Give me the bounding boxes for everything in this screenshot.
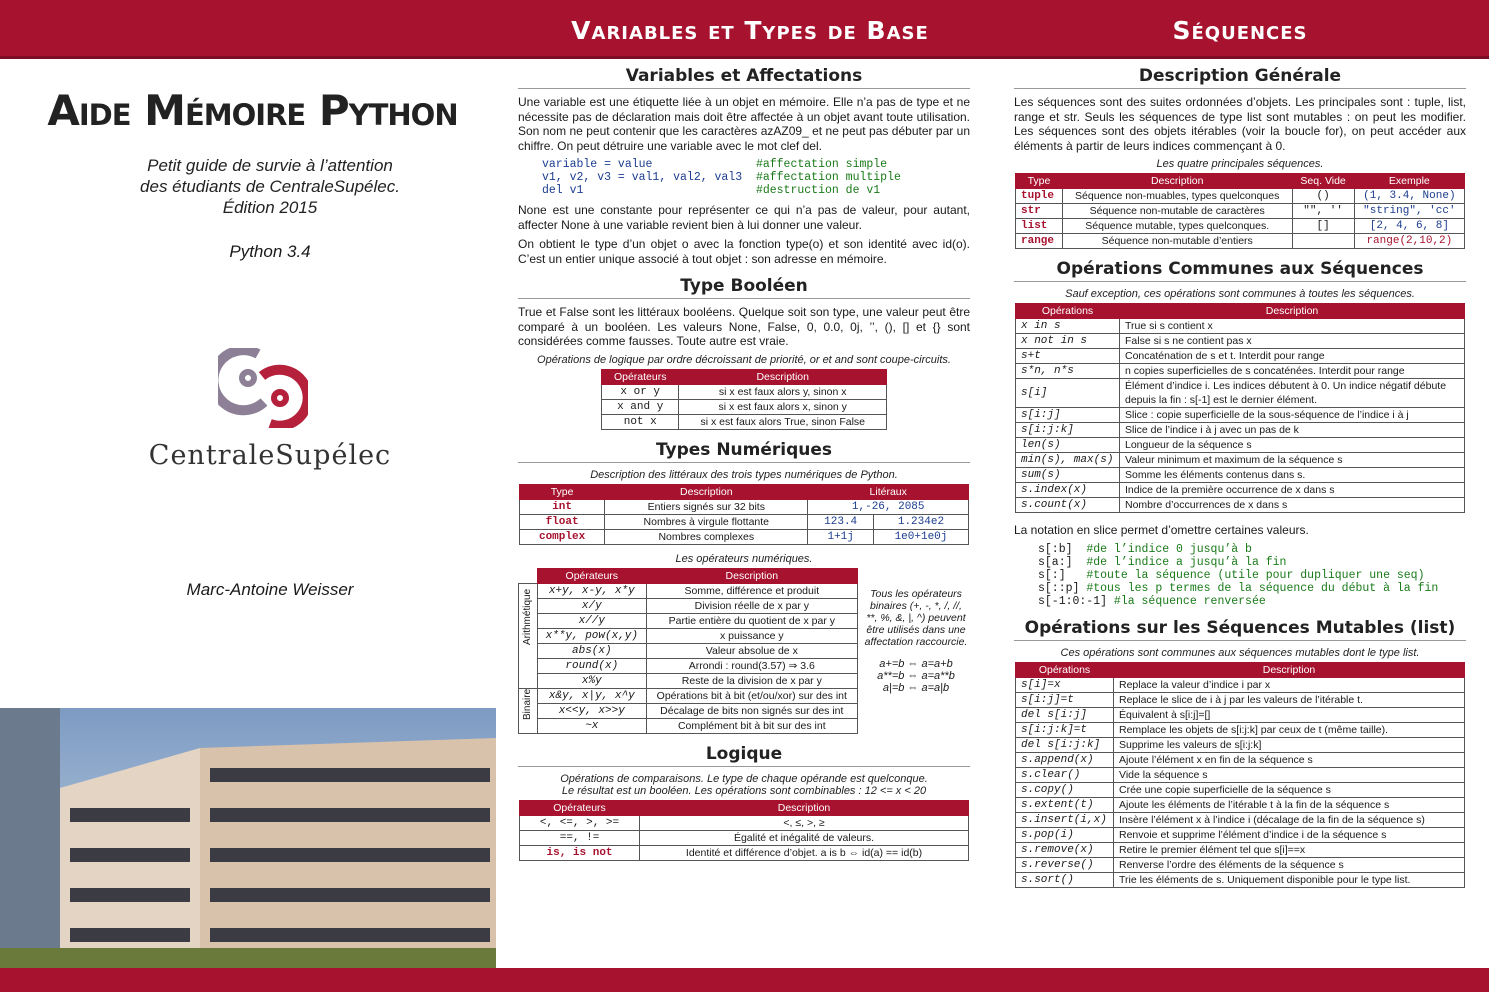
numeric-ops-table bbox=[518, 568, 858, 734]
mutable-ops-table bbox=[1015, 662, 1465, 888]
cell: x and y bbox=[602, 399, 679, 414]
cell: Remplace les objets de s[i:j:k] par ceux de t (même taille). bbox=[1114, 722, 1465, 737]
formula: a**=b ⇔ a=a**b bbox=[877, 669, 955, 682]
cell: Trie les éléments de s. Uniquement disponible pour le type list. bbox=[1114, 872, 1465, 887]
cell: Crée une copie superficielle de la séquence s bbox=[1114, 782, 1465, 797]
table-row bbox=[519, 703, 858, 718]
section-mutable bbox=[1014, 618, 1466, 888]
band-title-sequences: Séquences bbox=[1172, 16, 1308, 45]
table-row bbox=[1016, 812, 1465, 827]
table-row bbox=[1016, 204, 1465, 219]
cell: Séquence non-mutable de caractères bbox=[1062, 204, 1292, 219]
cell: s.clear() bbox=[1016, 767, 1114, 782]
cell: Séquence non-mutable d’entiers bbox=[1062, 234, 1292, 249]
table-row bbox=[519, 613, 858, 628]
cell: Partie entière du quotient de x par y bbox=[646, 613, 857, 628]
column-variables bbox=[518, 66, 970, 871]
section-title: Variables et Affectations bbox=[518, 66, 970, 89]
table-row bbox=[1016, 219, 1465, 234]
cell: Indice de la première occurrence de x dans s bbox=[1120, 483, 1465, 498]
cell: Supprime les valeurs de s[i:j:k] bbox=[1114, 737, 1465, 752]
caption: Description des littéraux des trois types numériques de Python. bbox=[590, 468, 898, 481]
code-comment: #affectation simple bbox=[755, 158, 888, 171]
cell: not x bbox=[602, 414, 679, 429]
code-line: s[-1:0:-1] bbox=[1038, 594, 1108, 608]
col-header: Description bbox=[1114, 662, 1465, 677]
paragraph: On obtient le type d’un objet o avec la fonction type(o) et son identité avec id(o). C’est un entier unique associé à tout objet : son adresse en mémoire. bbox=[518, 237, 970, 266]
group-label: Binaire bbox=[522, 688, 533, 720]
cell: del s[i:j] bbox=[1016, 707, 1114, 722]
table-row bbox=[519, 688, 858, 703]
caption: Ces opérations sont communes aux séquences mutables dont le type list. bbox=[1060, 646, 1420, 659]
cell: Équivalent à s[i:j]=[] bbox=[1114, 707, 1465, 722]
author: Marc-Antoine Weisser bbox=[186, 580, 354, 599]
cell: abs(x) bbox=[538, 643, 647, 658]
col-header: Opérations bbox=[1016, 304, 1120, 319]
code-line: v1, v2, v3 = val1, val2, val3 bbox=[542, 171, 743, 184]
cell: Concaténation de s et t. Interdit pour range bbox=[1120, 349, 1465, 364]
caption: Le résultat est un booléen. Les opérations sont combinables : 12 <= x < 20 bbox=[561, 784, 927, 797]
section-logic bbox=[518, 744, 970, 861]
cell: Reste de la division de x par y bbox=[646, 673, 857, 688]
table-row bbox=[520, 815, 969, 830]
cell: s[i:j]=t bbox=[1016, 692, 1114, 707]
cell: Identité et différence d’objet. a is b ⇔ id(a) == id(b) bbox=[640, 845, 969, 860]
cell: Complément bit à bit sur des int bbox=[646, 718, 857, 733]
cell: 123.4 bbox=[808, 514, 874, 529]
python-version: Python 3.4 bbox=[229, 242, 311, 261]
cell: float bbox=[520, 514, 605, 529]
cell: Division réelle de x par y bbox=[646, 598, 857, 613]
code-comment: #toute la séquence (utile pour dupliquer une seq) bbox=[1086, 568, 1425, 582]
cell: x in s bbox=[1016, 319, 1120, 334]
paragraph: La notation en slice permet d’omettre certaines valeurs. bbox=[1014, 523, 1309, 537]
table-row bbox=[1016, 483, 1465, 498]
cell: range bbox=[1016, 234, 1063, 249]
table-row bbox=[1016, 872, 1465, 887]
cell: si x est faux alors y, sinon x bbox=[679, 384, 887, 399]
cell: x not in s bbox=[1016, 334, 1120, 349]
col-header: Type bbox=[520, 484, 605, 499]
section-title: Type Booléen bbox=[518, 276, 970, 299]
cell: Slice : copie superficielle de la sous-séquence de l’indice i à j bbox=[1120, 408, 1465, 423]
col-header: Exemple bbox=[1354, 174, 1464, 189]
code-line: s[:b] bbox=[1038, 542, 1073, 556]
table-row bbox=[1016, 438, 1465, 453]
table-row bbox=[1016, 349, 1465, 364]
section-title: Opérations sur les Séquences Mutables (list) bbox=[1014, 618, 1466, 641]
col-header: Description bbox=[1062, 174, 1292, 189]
code-comment: #de l’indice 0 jusqu’à b bbox=[1086, 542, 1252, 556]
code-comment: #tous les p termes de la séquence du début à la fin bbox=[1086, 581, 1439, 595]
code-line: s[:] bbox=[1038, 568, 1066, 582]
table-row bbox=[1016, 842, 1465, 857]
bool-table bbox=[601, 369, 887, 430]
cell: 1.234e2 bbox=[873, 514, 968, 529]
cell: "", '' bbox=[1292, 204, 1354, 219]
code-comment: #la séquence renversée bbox=[1113, 594, 1266, 608]
subtitle-line: Petit guide de survie à l’attention bbox=[147, 156, 393, 175]
table-row bbox=[1016, 752, 1465, 767]
cell: round(x) bbox=[538, 658, 647, 673]
cell: n copies superficielles de s concaténées. Interdit pour range bbox=[1120, 364, 1465, 379]
centralesupelec-logo-icon bbox=[218, 348, 308, 428]
cell: Renverse l’ordre des éléments de la séquence s bbox=[1114, 857, 1465, 872]
col-header: Description bbox=[640, 800, 969, 815]
cell: Vide la séquence s bbox=[1114, 767, 1465, 782]
table-row bbox=[1016, 797, 1465, 812]
cell: Séquence mutable, types quelconques. bbox=[1062, 219, 1292, 234]
table-row bbox=[519, 718, 858, 733]
numeric-ops-wrapper bbox=[518, 568, 970, 734]
cell: Séquence non-muables, types quelconques bbox=[1062, 189, 1292, 204]
column-sequences bbox=[1014, 66, 1466, 898]
band-title-variables: Variables et Types de Base bbox=[571, 16, 929, 45]
cell: min(s), max(s) bbox=[1016, 453, 1120, 468]
table-row bbox=[1016, 423, 1465, 438]
side-note-text: Tous les opérateurs binaires (+, -, *, /, //, **, %, &, |, ^) peuvent être utilisés dans une affectation raccourcie. bbox=[864, 587, 968, 648]
cell: False si s ne contient pas x bbox=[1120, 334, 1465, 349]
caption: Opérations de comparaisons. Le type de chaque opérande est quelconque. bbox=[560, 772, 928, 785]
cell: Ajoute l’élément x en fin de la séquence s bbox=[1114, 752, 1465, 767]
cell: s[i:j:k] bbox=[1016, 423, 1120, 438]
table-row bbox=[519, 583, 858, 598]
cell: ==, != bbox=[520, 830, 640, 845]
table-row bbox=[519, 598, 858, 613]
cell: x+y, x-y, x*y bbox=[538, 583, 647, 598]
cell: Valeur minimum et maximum de la séquence s bbox=[1120, 453, 1465, 468]
paragraph: Une variable est une étiquette liée à un objet en mémoire. Elle n’a pas de type et ne nécessite pas de déclaration mais doit être affectée à un objet avant toute utilisation. Son nom ne peut contenir que les caractères azAZ09_ et ne peut pas débuter par un chiffre. On peut détruire une variable avec le mot clef del. bbox=[518, 95, 970, 153]
cell: Valeur absolue de x bbox=[646, 643, 857, 658]
paragraph: Les séquences sont des suites ordonnées d’objets. Les principales sont : tuple, list, range et str. Seuls les séquences de type list sont mutables : on peut les modifier. Les séquences sont des objets itérables (voir la boucle for), on peut accéder aux éléments à partir de leurs indices commençant à 0. bbox=[1014, 95, 1466, 153]
cell: s*n, n*s bbox=[1016, 364, 1120, 379]
formula: a+=b ⇔ a=a+b bbox=[879, 657, 953, 670]
subtitle bbox=[0, 155, 540, 218]
cell: x puissance y bbox=[646, 628, 857, 643]
col-header: Type bbox=[1016, 174, 1063, 189]
cell: s[i] bbox=[1016, 379, 1120, 408]
cell: si x est faux alors True, sinon False bbox=[679, 414, 887, 429]
subtitle-line: des étudiants de CentraleSupélec. bbox=[140, 177, 400, 196]
cell: [] bbox=[1292, 219, 1354, 234]
table-row bbox=[1016, 692, 1465, 707]
cell: range(2,10,2) bbox=[1354, 234, 1464, 249]
numeric-types-table bbox=[519, 484, 969, 545]
section-title: Opérations Communes aux Séquences bbox=[1014, 259, 1466, 282]
code-line: s[a:] bbox=[1038, 555, 1073, 569]
cell: s.reverse() bbox=[1016, 857, 1114, 872]
code-line: variable = value bbox=[542, 158, 653, 171]
table-row bbox=[1016, 827, 1465, 842]
table-row bbox=[1016, 334, 1465, 349]
sequence-ops-table bbox=[1015, 303, 1465, 513]
table-row bbox=[602, 414, 887, 429]
cell: s.index(x) bbox=[1016, 483, 1120, 498]
cell: s.append(x) bbox=[1016, 752, 1114, 767]
caption: Sauf exception, ces opérations sont communes à toutes les séquences. bbox=[1065, 288, 1415, 300]
table-row bbox=[1016, 379, 1465, 408]
col-header: Description bbox=[605, 484, 808, 499]
paragraph: True et False sont les littéraux booléens. Quelque soit son type, une valeur peut être comparé à un booléen. Les valeurs None, False, 0, 0.0, 0j, ’’, (), [] et {} sont considérées comme fausses. Toute autre est vraie. bbox=[518, 305, 970, 348]
group-label: Arithmétique bbox=[522, 588, 533, 645]
section-boolean bbox=[518, 276, 970, 430]
cell: Ajoute les éléments de l’itérable t à la fin de la séquence s bbox=[1114, 797, 1465, 812]
table-row bbox=[1016, 364, 1465, 379]
table-row bbox=[520, 529, 969, 544]
brand-name: CentraleSupélec bbox=[148, 440, 392, 471]
slice-code bbox=[1038, 543, 1466, 608]
cell: int bbox=[520, 499, 605, 514]
cell: complex bbox=[520, 529, 605, 544]
table-row bbox=[1016, 319, 1465, 334]
section-title: Description Générale bbox=[1014, 66, 1466, 89]
code-comment: #destruction de v1 bbox=[755, 184, 881, 197]
cell: Longueur de la séquence s bbox=[1120, 438, 1465, 453]
col-header: Description bbox=[646, 568, 857, 583]
table-row bbox=[1016, 707, 1465, 722]
table-row bbox=[519, 673, 858, 688]
cell: Somme les éléments contenus dans s. bbox=[1120, 468, 1465, 483]
cell: len(s) bbox=[1016, 438, 1120, 453]
code-comment: #affectation multiple bbox=[755, 171, 901, 184]
table-row bbox=[1016, 234, 1465, 249]
table-row bbox=[602, 399, 887, 414]
code-line: del v1 bbox=[542, 184, 584, 197]
footer-band bbox=[0, 968, 1489, 992]
cell: list bbox=[1016, 219, 1063, 234]
table-row bbox=[520, 830, 969, 845]
cell: Nombres complexes bbox=[605, 529, 808, 544]
cell: s.extent(t) bbox=[1016, 797, 1114, 812]
cell: del s[i:j:k] bbox=[1016, 737, 1114, 752]
table-row bbox=[520, 499, 969, 514]
cell: () bbox=[1292, 189, 1354, 204]
cell: s.sort() bbox=[1016, 872, 1114, 887]
cell: 1e0+1e0j bbox=[873, 529, 968, 544]
cell: Somme, différence et produit bbox=[646, 583, 857, 598]
cell: 1+1j bbox=[808, 529, 874, 544]
cell: Nombres à virgule flottante bbox=[605, 514, 808, 529]
cell: Slice de l’indice i à j avec un pas de k bbox=[1120, 423, 1465, 438]
cell: Nombre d’occurrences de x dans s bbox=[1120, 498, 1465, 513]
table-row bbox=[1016, 408, 1465, 423]
section-seq-ops bbox=[1014, 259, 1466, 608]
table-row bbox=[1016, 767, 1465, 782]
cell: Replace la valeur d’indice i par x bbox=[1114, 677, 1465, 692]
code-line: s[::p] bbox=[1038, 581, 1080, 595]
section-title: Types Numériques bbox=[518, 440, 970, 463]
code-block bbox=[542, 158, 970, 197]
cell: x%y bbox=[538, 673, 647, 688]
cell: s+t bbox=[1016, 349, 1120, 364]
code-comment: #de l’indice a jusqu’à la fin bbox=[1086, 555, 1287, 569]
cell: [2, 4, 6, 8] bbox=[1354, 219, 1464, 234]
edition: Édition 2015 bbox=[222, 198, 318, 217]
section-numeric bbox=[518, 440, 970, 734]
cell: s.count(x) bbox=[1016, 498, 1120, 513]
cell: s.copy() bbox=[1016, 782, 1114, 797]
cell: Renvoie et supprime l’élément d’indice i de la séquence s bbox=[1114, 827, 1465, 842]
cell: x/y bbox=[538, 598, 647, 613]
formula: a|=b ⇔ a=a|b bbox=[882, 681, 950, 694]
cell: str bbox=[1016, 204, 1063, 219]
sequence-types-table bbox=[1015, 173, 1465, 249]
table-row bbox=[1016, 722, 1465, 737]
cell: ~x bbox=[538, 718, 647, 733]
cell: "string", 'cc' bbox=[1354, 204, 1464, 219]
cell: x//y bbox=[538, 613, 647, 628]
cell: is, is not bbox=[520, 845, 640, 860]
cell: s[i:j:k]=t bbox=[1016, 722, 1114, 737]
table-row bbox=[1016, 468, 1465, 483]
cell: s.pop(i) bbox=[1016, 827, 1114, 842]
table-row bbox=[1016, 498, 1465, 513]
building-photo bbox=[0, 708, 496, 968]
cell: sum(s) bbox=[1016, 468, 1120, 483]
table-row bbox=[1016, 189, 1465, 204]
cell: Décalage de bits non signés sur des int bbox=[646, 703, 857, 718]
cell: tuple bbox=[1016, 189, 1063, 204]
cell: Entiers signés sur 32 bits bbox=[605, 499, 808, 514]
table-row bbox=[520, 514, 969, 529]
cell bbox=[1292, 234, 1354, 249]
cell: Élément d’indice i. Les indices débutent à 0. Un indice négatif débute depuis la fin : s[-1] est le dernier élément. bbox=[1120, 379, 1465, 408]
cell: <, <=, >, >= bbox=[520, 815, 640, 830]
col-header: Litéraux bbox=[808, 484, 969, 499]
page-title: Aide Mémoire Python bbox=[47, 86, 458, 135]
cell: s[i]=x bbox=[1016, 677, 1114, 692]
cell: Insère l’élément x à l’indice i (décalage de la fin de la séquence s) bbox=[1114, 812, 1465, 827]
cell: <, ≤, >, ≥ bbox=[640, 815, 969, 830]
cell: s.insert(i,x) bbox=[1016, 812, 1114, 827]
col-header: Seq. Vide bbox=[1292, 174, 1354, 189]
table-row bbox=[1016, 857, 1465, 872]
col-header: Description bbox=[1120, 304, 1465, 319]
cell: Opérations bit à bit (et/ou/xor) sur des int bbox=[646, 688, 857, 703]
col-header: Description bbox=[679, 369, 887, 384]
table-row bbox=[519, 628, 858, 643]
table-row bbox=[519, 658, 858, 673]
cell: s.remove(x) bbox=[1016, 842, 1114, 857]
cell: s[i:j] bbox=[1016, 408, 1120, 423]
side-formulas bbox=[864, 658, 968, 694]
section-seq-description bbox=[1014, 66, 1466, 249]
cell: x<<y, x>>y bbox=[538, 703, 647, 718]
col-header: Opérateurs bbox=[538, 568, 647, 583]
caption: Opérations de logique par ordre décroissant de priorité, or et and sont coupe-circuits. bbox=[537, 353, 951, 366]
cell: Retire le premier élément tel que s[i]==x bbox=[1114, 842, 1465, 857]
caption: Les quatre principales séquences. bbox=[1156, 158, 1324, 170]
comparison-table bbox=[519, 800, 969, 861]
table-row bbox=[602, 384, 887, 399]
cell: Arrondi : round(3.57) ⇒ 3.6 bbox=[646, 658, 857, 673]
cell: x&y, x|y, x^y bbox=[538, 688, 647, 703]
cell: si x est faux alors x, sinon y bbox=[679, 399, 887, 414]
paragraph: None est une constante pour représenter ce qui n’a pas de valeur, pour autant, affecter None à une variable revient bien à lui donner une valeur. bbox=[518, 203, 970, 232]
col-header: Opérateurs bbox=[520, 800, 640, 815]
col-header: Opérations bbox=[1016, 662, 1114, 677]
caption: Les opérateurs numériques. bbox=[675, 552, 813, 565]
col-header: Opérateurs bbox=[602, 369, 679, 384]
cell: x**y, pow(x,y) bbox=[538, 628, 647, 643]
table-row bbox=[1016, 677, 1465, 692]
table-row bbox=[1016, 782, 1465, 797]
cell: x or y bbox=[602, 384, 679, 399]
cell: 1,-26, 2085 bbox=[808, 499, 969, 514]
table-row bbox=[519, 643, 858, 658]
cell: Égalité et inégalité de valeurs. bbox=[640, 830, 969, 845]
section-title: Logique bbox=[518, 744, 970, 767]
section-variables bbox=[518, 66, 970, 266]
table-row bbox=[520, 845, 969, 860]
cell: (1, 3.4, None) bbox=[1354, 189, 1464, 204]
table-row bbox=[1016, 453, 1465, 468]
table-row bbox=[1016, 737, 1465, 752]
cell: Replace le slice de i à j par les valeurs de l’itérable t. bbox=[1114, 692, 1465, 707]
cell: True si s contient x bbox=[1120, 319, 1465, 334]
side-note bbox=[858, 568, 968, 734]
